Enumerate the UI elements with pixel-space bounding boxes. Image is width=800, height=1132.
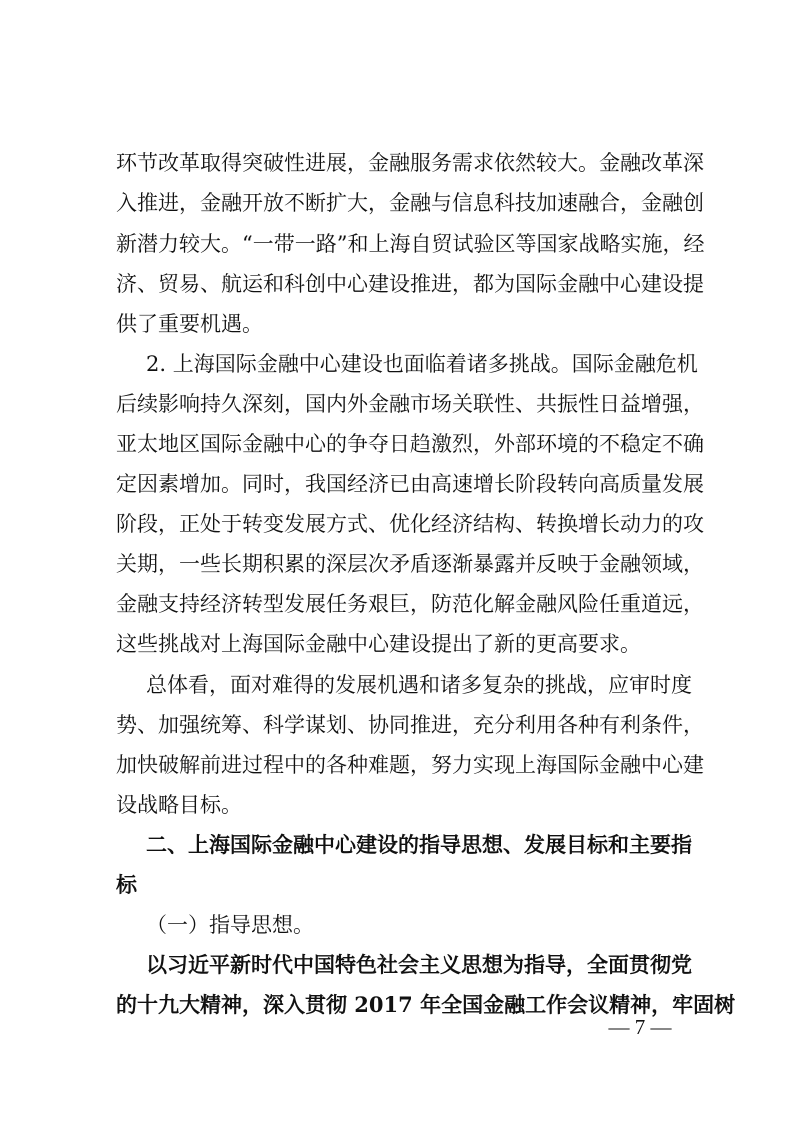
p2-line-6: 关期，一些长期积累的深层次矛盾逐渐暴露并反映于金融领域， bbox=[116, 552, 704, 576]
subheading: （一）指导思想。 bbox=[146, 913, 314, 937]
section-heading-line-1: 二、上海国际金融中心建设的指导思想、发展目标和主要指 bbox=[146, 832, 692, 857]
p1-line-4: 济、贸易、航运和科创中心建设推进，都为国际金融中心建设提 bbox=[116, 272, 704, 296]
page-number: — 7 — bbox=[608, 1015, 672, 1039]
p2-line-8: 这些挑战对上海国际金融中心建设提出了新的更高要求。 bbox=[116, 632, 641, 656]
p2-line-3: 亚太地区国际金融中心的争夺日趋激烈，外部环境的不稳定不确 bbox=[116, 432, 704, 456]
p1-line-1: 环节改革取得突破性进展，金融服务需求依然较大。金融改革深 bbox=[116, 151, 704, 175]
p3-line-4: 设战略目标。 bbox=[116, 793, 242, 817]
p2-line-7: 金融支持经济转型发展任务艰巨，防范化解金融风险任重道远， bbox=[116, 592, 704, 616]
p4-line-1: 以习近平新时代中国特色社会主义思想为指导，全面贯彻党 bbox=[146, 952, 692, 977]
section-heading-line-2: 标 bbox=[116, 872, 137, 897]
p2-line-1: 2. 上海国际金融中心建设也面临着诸多挑战。国际金融危机 bbox=[146, 352, 698, 376]
p2-line-4: 定因素增加。同时，我国经济已由高速增长阶段转向高质量发展 bbox=[116, 472, 704, 496]
p3-line-3: 加快破解前进过程中的各种难题，努力实现上海国际金融中心建 bbox=[116, 753, 704, 777]
p3-line-1: 总体看，面对难得的发展机遇和诸多复杂的挑战，应审时度 bbox=[146, 673, 692, 697]
p1-line-2: 入推进，金融开放不断扩大，金融与信息科技加速融合，金融创 bbox=[116, 191, 704, 215]
p2-line-5: 阶段，正处于转变发展方式、优化经济结构、转换增长动力的攻 bbox=[116, 512, 704, 536]
p1-line-5: 供了重要机遇。 bbox=[116, 312, 263, 336]
p1-line-3: 新潜力较大。“一带一路”和上海自贸试验区等国家战略实施，经 bbox=[116, 232, 705, 256]
p3-line-2: 势、加强统筹、科学谋划、协同推进，充分利用各种有利条件， bbox=[116, 713, 704, 737]
p4-line-2: 的十九大精神，深入贯彻 2017 年全国金融工作会议精神，牢固树 bbox=[116, 992, 736, 1017]
p2-line-2: 后续影响持久深刻，国内外金融市场关联性、共振性日益增强， bbox=[116, 392, 704, 416]
